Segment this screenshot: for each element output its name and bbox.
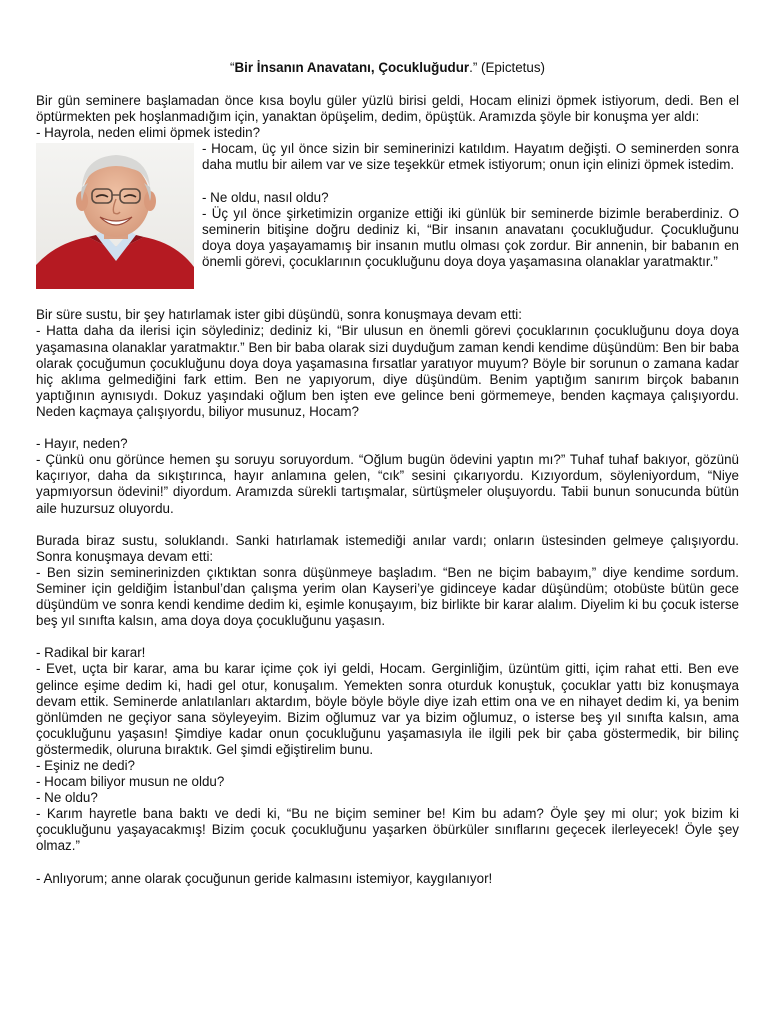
paragraph-question-3: - Hayır, neden? bbox=[36, 436, 128, 452]
blank-line bbox=[36, 629, 739, 645]
blank-line bbox=[36, 291, 739, 307]
paragraph-answer-6: - Evet, uçta bir karar, ama bu karar içime çok iyi geldi, Hocam. Gerginliğim, üzüntüm gitti, içim rahat etti. Ben eve gelince eşime dedim ki, hadi gel otur, konuşalım. Yemekten sonra oturduk konuştuk, çocuklar yattı biz konuşmaya devam ettik. Seminerde anlatılanları aktardım, böyle böyle böyle diye izah ettim ona ve en nihayet dedim ki, ya benim gönlümden ne geçiyor sana söyleyeyim. Bizim oğlumuz var ya bizim oğlumuz, o isterse beş yıl sınıfta kalsın, ama çocukluğunu yaşasın! Şimdiye kadar onun çocukluğunu yaşamasıyla ile ilgili pek bir çaba göstermedik, bir bilinç göstermedik, oluruna bıraktık. Gel şimdi eğiştirelim bunu. bbox=[36, 661, 739, 757]
blank-line bbox=[36, 855, 739, 871]
paragraph-closing: - Anlıyorum; anne olarak çocuğunun geride kalmasını istemiyor, kaygılanıyor! bbox=[36, 870, 493, 886]
blank-line bbox=[36, 517, 739, 533]
paragraph-answer-4: - Çünkü onu görünce hemen şu soruyu soruyordum. “Oğlum bugün ödevini yaptın mı?” Tuhaf tuhaf bakıyor, gözünü kaçırıyor, daha da sıkıştırınca, hayır anlamına gelen, “cık” sesini çıkarıyordu. Kızıyordum, söyleniyordum, “Niye yapmıyorsun ödevini!” diyordum. Aramızda sürekli tartışmalar, sürtüşmeler oluşuyordu. Tabii bunun sonucunda bütün aile huzursuz oluyordu. bbox=[36, 452, 739, 516]
title-author: (Epictetus) bbox=[477, 60, 545, 75]
document-title bbox=[36, 60, 739, 76]
paragraph-intro: Bir gün seminere başlamadan önce kısa boylu güler yüzlü birisi geldi, Hocam elinizi öpmek istiyorum, dedi. Ben el öptürmekten pek hoşlanmadığım için, yanaktan öpüşelim, dedim, öpüştük. Aramızda şöyle bir konuşma yer aldı: bbox=[36, 93, 739, 125]
title-bold-text: Bir İnsanın Anavatanı, Çocukluğudur bbox=[234, 60, 470, 75]
paragraph-answer-1: - Hocam, üç yıl önce sizin bir seminerinizi katıldım. Hayatım değişti. O seminerden sonra daha mutlu bir ailem var ve size teşekkür etmek istiyorum; onun için elinizi öpmek istedim. bbox=[202, 141, 739, 173]
paragraph-question-4: - Radikal bir karar! bbox=[36, 645, 146, 661]
paragraph-answer-8: - Karım hayretle bana baktı ve dedi ki, “Bu ne biçim seminer be! Kim bu adam? Öyle şey mi olur; yok bizim ki çocukluğunu yaşayacakmış! Bizim çocuk çocukluğunu yaşarken öbürküler sınıflarını geçecek ilerleyecek! Öyle şey olmaz.” bbox=[36, 806, 739, 854]
paragraph-answer-5: - Ben sizin seminerinizden çıktıktan sonra düşünmeye başladım. “Ben ne biçim babayım,” diye kendime sordum. Seminer için geldiğim İstanbul’dan çalışma yerim olan Kayseri’ye gidinceye kadar düşündüm; otobüste bütün gece düşündüm ve sonra kendi kendime dedim ki, eşimle konuşayım, biz birlikte bir karar alalım. Diyelim ki bu çocuk isterse beş yıl sınıfta kalsın, ama doya doya çocukluğunu yaşasın. bbox=[36, 564, 739, 629]
paragraph-answer-2: - Üç yıl önce şirketimizin organize ettiği iki günlük bir seminerde bizimle beraberdiniz. O seminerin bitişine doğru dediniz ki, “Bir insanın anavatanı çocukluğudur. Çocukluğunu doya doya yaşayamamış bir insanın mutlu olması çok zordur. Bir annenin, bir babanın en önemli görevi, çocuklarının çocukluğunu doya doya yaşamasına olanaklar yaratmaktır.” bbox=[202, 205, 739, 269]
blank-line bbox=[202, 173, 739, 189]
paragraph-question-6: - Ne oldu? bbox=[36, 790, 98, 806]
document-page bbox=[36, 60, 739, 887]
paragraph-narration-1: Bir süre sustu, bir şey hatırlamak ister gibi düşündü, sonra konuşmaya devam etti: bbox=[36, 307, 523, 323]
paragraph-question: - Hayrola, neden elimi öpmek istedin? bbox=[36, 125, 261, 141]
paragraph-answer-3: - Hatta daha da ilerisi için söylediniz; dediniz ki, “Bir ulusun en önemli görevi çocuklarının çocukluğunu doya doya yaşamasına olanaklar yaratmaktır.” Ben bir baba olarak sizi duyduğum zaman kendi kendime düşündüm: Ben bir baba olarak çocuğumun çocukluğunu doya doya yaşamasına fırsatlar yaratıyor muyum? Böyle bir sorunun o zamana kadar hiç aklıma gelmediğini fark ettim. Ben ne yapıyorum, diye düşündüm. Benim yaptığım sanırım birçok babanın yaptığının aynısıydı. Dokuz yaşındaki oğlum ben işten eve gelince beni görmemeye, benden kaçmaya çalışıyordu. Neden kaçmaya çalışıyordu, biliyor musunuz, Hocam? bbox=[36, 323, 739, 419]
paragraph-question-5: - Eşiniz ne dedi? bbox=[36, 758, 135, 773]
paragraph-narration-2: Burada biraz sustu, soluklandı. Sanki hatırlamak istemediği anılar vardı; onların üstesinden gelmeye çalışıyordu. Sonra konuşmaya devam etti: bbox=[36, 532, 739, 564]
paragraph-question-2: - Ne oldu, nasıl oldu? bbox=[202, 189, 329, 205]
title-open-quote: “ bbox=[230, 60, 235, 75]
paragraph-answer-7: - Hocam biliyor musun ne oldu? bbox=[36, 774, 225, 790]
portrait-photo bbox=[36, 143, 194, 289]
title-close-quote: .” bbox=[469, 60, 478, 75]
blank-line bbox=[36, 420, 739, 436]
